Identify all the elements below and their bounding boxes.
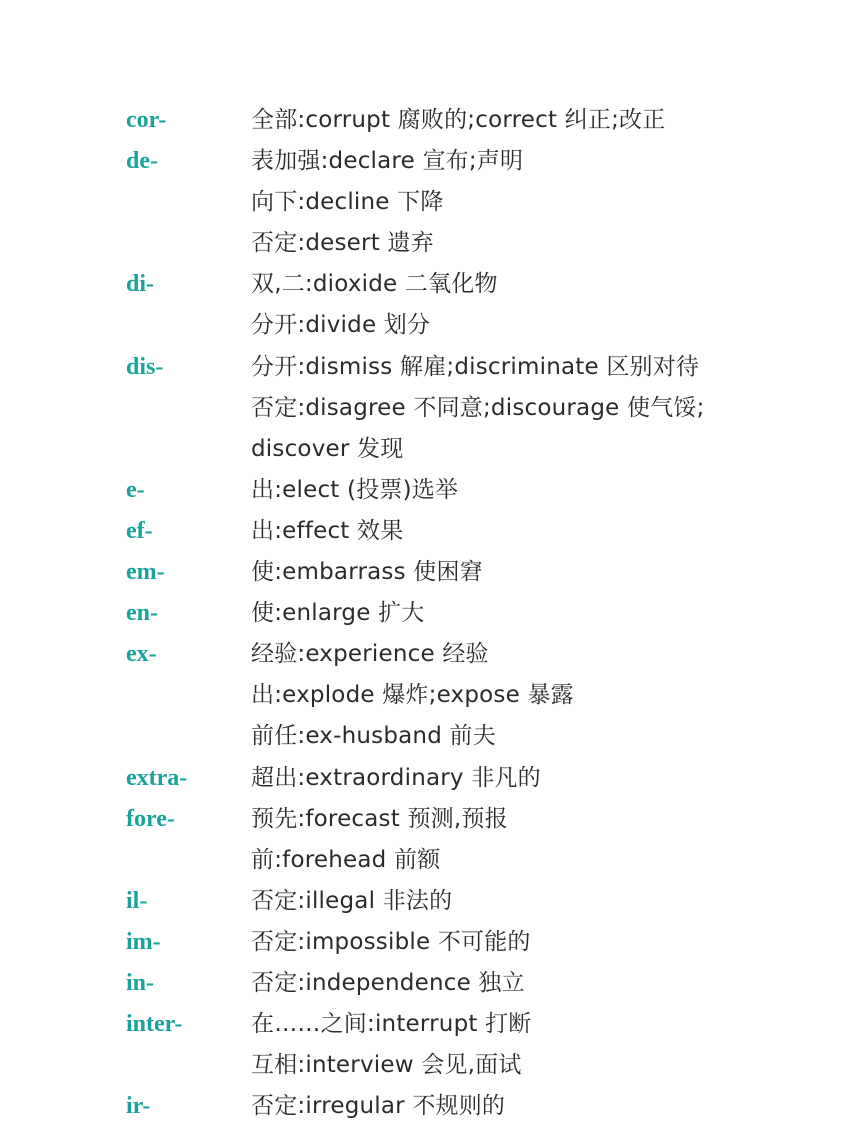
- list-item: [0, 922, 851, 963]
- meaning-text: 否定:desert 遗弃: [251, 230, 434, 257]
- meaning-text: 预先:forecast 预测,预报: [251, 805, 508, 832]
- list-item: [0, 182, 851, 223]
- meaning-text: 向下:decline 下降: [251, 189, 444, 216]
- list-item: [0, 305, 851, 346]
- list-item: [0, 758, 851, 799]
- meaning-text: 否定:independence 独立: [251, 969, 525, 996]
- prefix-label: en-: [126, 600, 158, 627]
- list-item: [0, 799, 851, 840]
- prefix-label: de-: [126, 148, 158, 175]
- meaning-text: 表加强:declare 宣布;声明: [251, 148, 524, 175]
- meaning-text: 出:elect (投票)选举: [251, 476, 459, 503]
- list-item: [0, 634, 851, 675]
- list-item: [0, 593, 851, 634]
- meaning-text: 否定:impossible 不可能的: [251, 928, 531, 955]
- list-item: [0, 141, 851, 182]
- meaning-text: 出:explode 爆炸;expose 暴露: [251, 682, 574, 709]
- prefix-label: in-: [126, 969, 155, 996]
- list-item: [0, 675, 851, 716]
- meaning-text: discover 发现: [251, 435, 404, 462]
- prefix-label: em-: [126, 559, 165, 586]
- meaning-text: 否定:disagree 不同意;discourage 使气馁;: [251, 394, 705, 421]
- prefix-label: di-: [126, 271, 155, 298]
- meaning-text: 全部:corrupt 腐败的;correct 纠正;改正: [251, 107, 666, 133]
- meaning-text: 经验:experience 经验: [251, 641, 489, 668]
- list-item: [0, 840, 851, 881]
- list-item: [0, 1004, 851, 1045]
- list-item: [0, 552, 851, 593]
- prefix-label: fore-: [126, 805, 175, 832]
- prefix-label: cor-: [126, 107, 167, 133]
- prefix-label: ex-: [126, 641, 157, 668]
- meaning-text: 前任:ex-husband 前夫: [251, 723, 496, 750]
- prefix-list: [0, 100, 851, 1127]
- list-item: [0, 429, 851, 470]
- meaning-text: 前:forehead 前额: [251, 846, 441, 873]
- list-item: [0, 716, 851, 757]
- list-item: [0, 388, 851, 429]
- meaning-text: 使:enlarge 扩大: [251, 600, 425, 627]
- list-item: [0, 100, 851, 141]
- list-item: [0, 881, 851, 922]
- meaning-text: 否定:illegal 非法的: [251, 887, 453, 914]
- list-item: [0, 347, 851, 388]
- meaning-text: 分开:divide 划分: [251, 312, 431, 339]
- list-item: [0, 470, 851, 511]
- meaning-text: 分开:dismiss 解雇;discriminate 区别对待: [251, 353, 700, 380]
- prefix-label: ir-: [126, 1093, 151, 1120]
- prefix-label: im-: [126, 928, 161, 955]
- prefix-label: inter-: [126, 1011, 183, 1038]
- meaning-text: 否定:irregular 不规则的: [251, 1093, 506, 1120]
- list-item: [0, 1045, 851, 1086]
- meaning-text: 超出:extraordinary 非凡的: [251, 764, 541, 791]
- prefix-label: dis-: [126, 353, 164, 380]
- meaning-text: 使:embarrass 使困窘: [251, 559, 483, 586]
- meaning-text: 双,二:dioxide 二氧化物: [251, 271, 498, 298]
- list-item: [0, 223, 851, 264]
- prefix-label: e-: [126, 476, 145, 503]
- prefix-label: il-: [126, 887, 148, 914]
- prefix-label: ef-: [126, 517, 153, 544]
- meaning-text: 出:effect 效果: [251, 517, 404, 544]
- list-item: [0, 963, 851, 1004]
- meaning-text: 在……之间:interrupt 打断: [251, 1011, 532, 1038]
- list-item: [0, 511, 851, 552]
- prefix-label: extra-: [126, 764, 188, 791]
- meaning-text: 互相:interview 会见,面试: [251, 1052, 522, 1079]
- list-item: [0, 264, 851, 305]
- list-item: [0, 1086, 851, 1127]
